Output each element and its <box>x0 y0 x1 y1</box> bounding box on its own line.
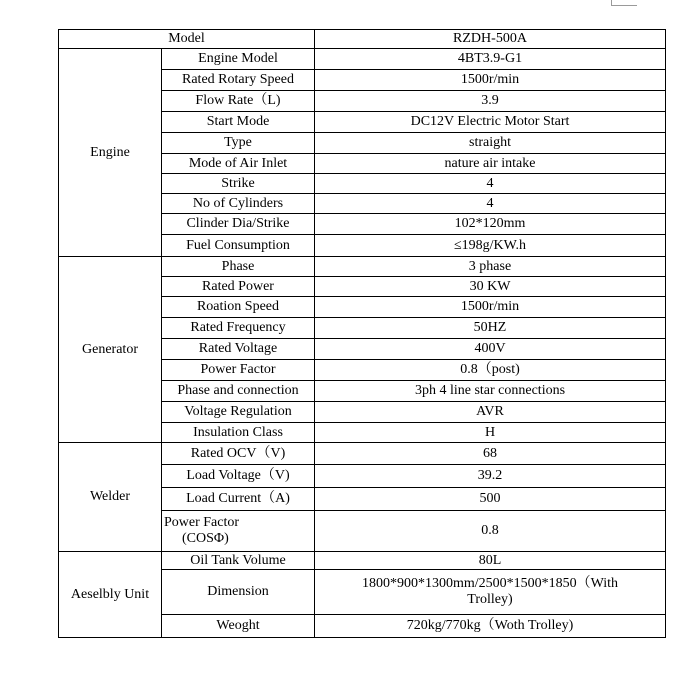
spec-label: Oil Tank Volume <box>162 552 315 570</box>
spec-table <box>58 29 666 638</box>
spec-value: 50HZ <box>315 318 666 339</box>
spec-value: straight <box>315 133 666 154</box>
spec-label: Rated Rotary Speed <box>162 70 315 91</box>
table-row <box>59 443 666 465</box>
spec-value: DC12V Electric Motor Start <box>315 112 666 133</box>
spec-value: 102*120mm <box>315 214 666 235</box>
spec-value: H <box>315 423 666 443</box>
spec-label: Load Current（A) <box>162 488 315 511</box>
spec-value-line: Trolley) <box>467 592 513 607</box>
spec-label: Phase and connection <box>162 381 315 402</box>
table-row <box>59 257 666 277</box>
spec-value: 500 <box>315 488 666 511</box>
spec-value: nature air intake <box>315 154 666 174</box>
spec-label: Rated Power <box>162 277 315 297</box>
spec-value: ≤198g/KW.h <box>315 235 666 257</box>
spec-label: Phase <box>162 257 315 277</box>
spec-value: 4 <box>315 174 666 194</box>
spec-value: 68 <box>315 443 666 465</box>
spec-label: Mode of Air Inlet <box>162 154 315 174</box>
corner-mark <box>611 0 637 6</box>
spec-label: Start Mode <box>162 112 315 133</box>
spec-value: 0.8（post) <box>315 360 666 381</box>
section-welder: Welder <box>59 443 162 552</box>
table-row <box>59 30 666 49</box>
spec-value: 39.2 <box>315 465 666 488</box>
spec-value: 80L <box>315 552 666 570</box>
spec-value: AVR <box>315 402 666 423</box>
spec-label: Insulation Class <box>162 423 315 443</box>
spec-value: 3ph 4 line star connections <box>315 381 666 402</box>
table-row <box>59 552 666 570</box>
spec-label: Roation Speed <box>162 297 315 318</box>
spec-label: Fuel Consumption <box>162 235 315 257</box>
spec-label-line: (COSΦ) <box>182 531 229 546</box>
spec-label: Rated Frequency <box>162 318 315 339</box>
spec-label-power-factor <box>162 511 315 552</box>
spec-label: Dimension <box>162 570 315 615</box>
section-assembly: Aeselbly Unit <box>59 552 162 638</box>
model-label: Model <box>59 30 315 49</box>
spec-label: Rated Voltage <box>162 339 315 360</box>
spec-label: Power Factor <box>162 360 315 381</box>
section-generator: Generator <box>59 257 162 443</box>
spec-label: Flow Rate（L) <box>162 91 315 112</box>
spec-value: 1500r/min <box>315 297 666 318</box>
spec-label: Type <box>162 133 315 154</box>
spec-value-line: 1800*900*1300mm/2500*1500*1850（With <box>361 576 619 591</box>
spec-value: 4BT3.9-G1 <box>315 49 666 70</box>
spec-value: 0.8 <box>315 511 666 552</box>
spec-label: Load Voltage（V) <box>162 465 315 488</box>
table-row <box>59 49 666 70</box>
spec-label: Voltage Regulation <box>162 402 315 423</box>
spec-label: Weoght <box>162 615 315 638</box>
spec-label: Rated OCV（V) <box>162 443 315 465</box>
spec-value: 400V <box>315 339 666 360</box>
spec-value: 720kg/770kg（Woth Trolley) <box>315 615 666 638</box>
spec-value: 30 KW <box>315 277 666 297</box>
spec-label: No of Cylinders <box>162 194 315 214</box>
spec-value-dimension <box>315 570 666 615</box>
spec-label-line: Power Factor <box>164 515 240 530</box>
spec-label: Clinder Dia/Strike <box>162 214 315 235</box>
spec-value: 4 <box>315 194 666 214</box>
spec-value: 1500r/min <box>315 70 666 91</box>
spec-label: Engine Model <box>162 49 315 70</box>
model-value: RZDH-500A <box>315 30 666 49</box>
section-engine: Engine <box>59 49 162 257</box>
spec-value: 3 phase <box>315 257 666 277</box>
spec-label: Strike <box>162 174 315 194</box>
spec-value: 3.9 <box>315 91 666 112</box>
